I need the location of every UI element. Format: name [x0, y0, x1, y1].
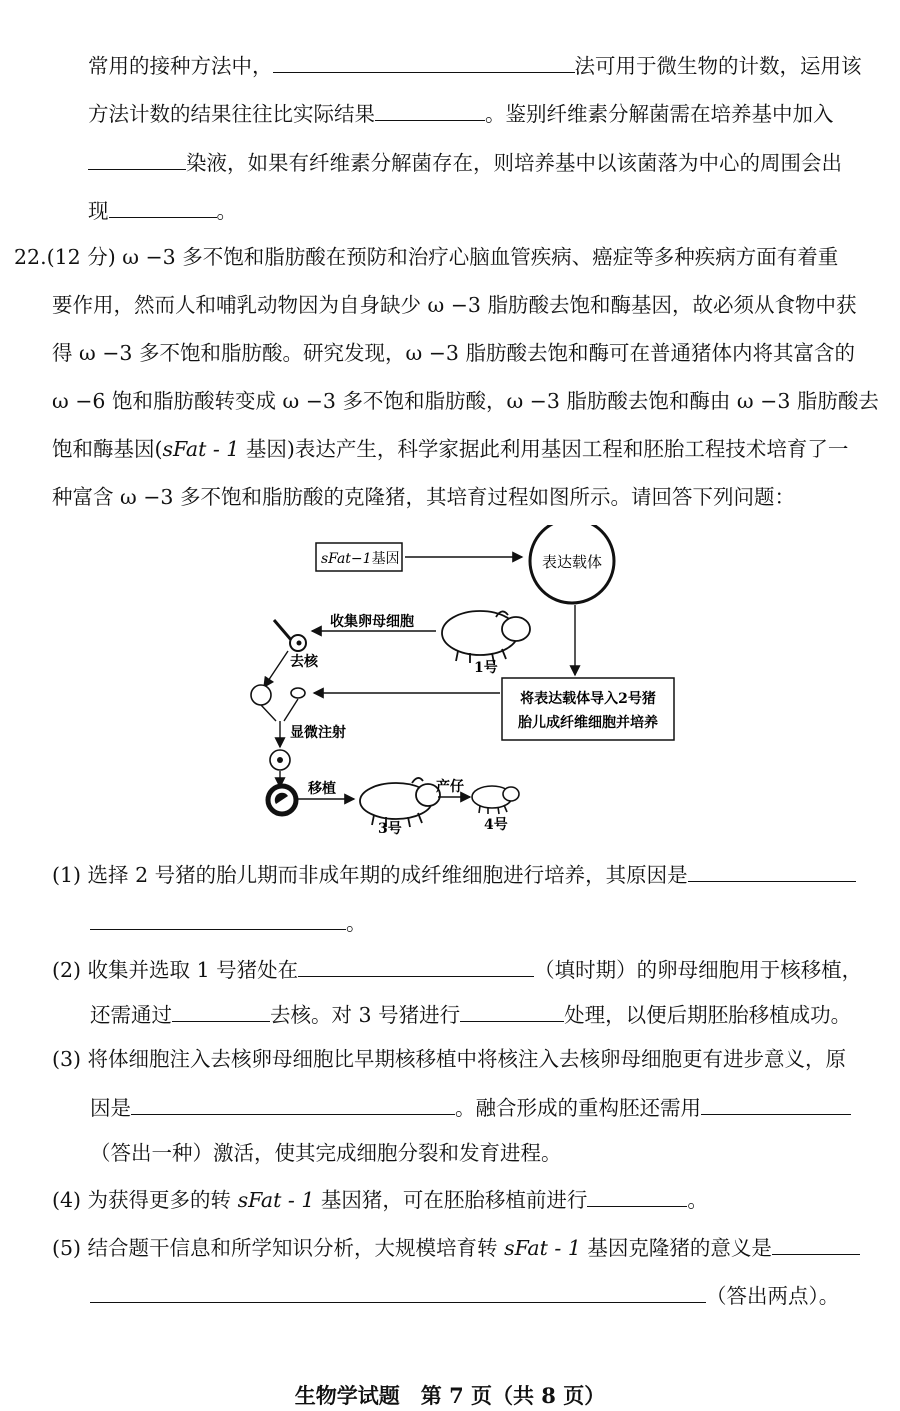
gene-name: sFat - 1: [162, 437, 240, 461]
q5-line-1: [52, 1236, 860, 1259]
pig-1-label: 1号: [474, 660, 498, 676]
top-line-4: [88, 199, 237, 222]
answer-blank[interactable]: [298, 958, 534, 977]
text: 要作用，然而人和哺乳动物因为自身缺少 ω −3 脂肪酸去饱和酶基因，故必须从食物中获: [52, 293, 857, 317]
enucleate-label: 去核: [290, 654, 318, 670]
text: 。融合形成的重构胚还需用: [455, 1096, 701, 1120]
text: 处理，以便后期胚胎移植成功。: [564, 1003, 852, 1027]
q1-line-1: [52, 863, 856, 886]
answer-blank[interactable]: [273, 54, 575, 73]
q1-line-2: [90, 911, 367, 934]
top-line-2: [88, 102, 834, 125]
answer-blank[interactable]: [90, 1284, 706, 1303]
text: 得 ω −3 多不饱和脂肪酸。研究发现，ω −3 脂肪酸去饱和酶可在普通猪体内将其富含的: [52, 341, 855, 365]
page-footer: 生物学试题 第 7 页（共 8 页）: [294, 1383, 606, 1408]
collect-label: 收集卵母细胞: [330, 614, 414, 630]
microinject-label: 显微注射: [290, 725, 346, 741]
cloning-diagram: [230, 525, 700, 840]
answer-blank[interactable]: [460, 1003, 564, 1022]
q2-line-2: [90, 1003, 851, 1026]
birth-label: 产仔: [436, 779, 464, 795]
transfer-label-2: 胎儿成纤维细胞并培养: [518, 715, 658, 731]
text: 还需通过: [90, 1003, 172, 1027]
answer-blank[interactable]: [772, 1236, 860, 1255]
answer-blank[interactable]: [375, 102, 485, 121]
text: 。: [687, 1188, 708, 1212]
pig-4-label: 4号: [484, 817, 508, 833]
gene-name: sFat - 1: [504, 1236, 581, 1260]
q2-line-1: [52, 958, 862, 981]
text: 基因)表达产生，科学家据此利用基因工程和胚胎工程技术培育了一: [239, 437, 849, 461]
q22-line-5: [52, 439, 848, 460]
pig-1-icon: [442, 611, 530, 663]
text: （填时期）的卵母细胞用于核移植，: [534, 958, 863, 982]
pipette-icon: [274, 620, 292, 641]
top-line-1: [88, 54, 862, 77]
answer-blank[interactable]: [109, 199, 217, 218]
text: 现: [88, 199, 109, 223]
fibroblast-icon: [291, 688, 305, 698]
pig-4-icon: [472, 786, 519, 814]
text: （答出两点）。: [706, 1284, 840, 1308]
transplant-label: 移植: [308, 781, 336, 797]
text: (3) 将体细胞注入去核卵母细胞比早期核移植中将核注入去核卵母细胞更有进步意义，原: [52, 1047, 847, 1071]
answer-blank[interactable]: [688, 863, 856, 882]
gene-box-gene: sFat−1: [321, 551, 372, 567]
q22-line-2: [52, 295, 856, 316]
answer-blank[interactable]: [701, 1096, 851, 1115]
q3-line-1: [52, 1049, 846, 1070]
gene-name: sFat - 1: [237, 1188, 315, 1212]
answer-blank[interactable]: [90, 911, 346, 930]
q4-line: [52, 1188, 708, 1211]
text: 因是: [90, 1096, 131, 1120]
text: 种富含 ω −3 多不饱和脂肪酸的克隆猪，其培育过程如图所示。请回答下列问题：: [52, 485, 795, 509]
text: 染液，如果有纤维素分解菌存在，则培养基中以该菌落为中心的周围会出: [186, 151, 842, 175]
text: (1) 选择 2 号猪的胎儿期而非成年期的成纤维细胞进行培养，其原因是: [52, 863, 688, 887]
svg-text:sFat−1基因: [321, 550, 400, 567]
enucleated-oocyte-icon: [251, 685, 271, 705]
text: 。: [346, 911, 367, 935]
text: 基因克隆猪的意义是: [580, 1236, 772, 1260]
text: 。鉴别纤维素分解菌需在培养基中加入: [485, 102, 834, 126]
text: 去核。对 3 号猪进行: [270, 1003, 461, 1027]
q3-line-2: [90, 1096, 851, 1119]
answer-blank[interactable]: [131, 1096, 455, 1115]
text: (5) 结合题干信息和所学知识分析，大规模培育转: [52, 1236, 505, 1260]
text: 饱和酶基因(: [52, 437, 163, 461]
text: ω −6 饱和脂肪酸转变成 ω −3 多不饱和脂肪酸，ω −3 脂肪酸去饱和酶由 ω −3 脂肪酸去: [52, 389, 879, 413]
answer-blank[interactable]: [172, 1003, 270, 1022]
pig-3-label: 3号: [378, 821, 402, 837]
text: (4) 为获得更多的转: [52, 1188, 238, 1212]
q22-line-6: [52, 487, 795, 508]
vector-label: 表达载体: [541, 553, 603, 571]
q5-line-2: [90, 1284, 839, 1307]
q22-line-4: [52, 391, 879, 412]
text: (2) 收集并选取 1 号猪处在: [52, 958, 299, 982]
text: 常用的接种方法中，: [88, 54, 273, 78]
answer-blank[interactable]: [88, 151, 186, 170]
answer-blank[interactable]: [587, 1188, 687, 1207]
transfer-label-1: 将表达载体导入2号猪: [520, 691, 656, 707]
q22-line-3: [52, 343, 855, 364]
text: (12 分) ω −3 多不饱和脂肪酸在预防和治疗心脑血管疾病、癌症等多种疾病方面有着重: [46, 245, 839, 269]
gene-box-suffix: 基因: [371, 551, 400, 567]
text: （答出一种）激活，使其完成细胞分裂和发育进程。: [90, 1141, 562, 1165]
top-line-3: [88, 151, 842, 174]
text: 法可用于微生物的计数，运用该: [574, 54, 862, 78]
text: 。: [216, 199, 237, 223]
pig-3-icon: [360, 778, 440, 827]
text: 方法计数的结果往往比实际结果: [88, 102, 375, 126]
q22-line-1: [14, 247, 838, 268]
text: 基因猪，可在胚胎移植前进行: [314, 1188, 588, 1212]
q3-line-3: [90, 1143, 562, 1164]
question-number: 22.: [14, 245, 47, 269]
